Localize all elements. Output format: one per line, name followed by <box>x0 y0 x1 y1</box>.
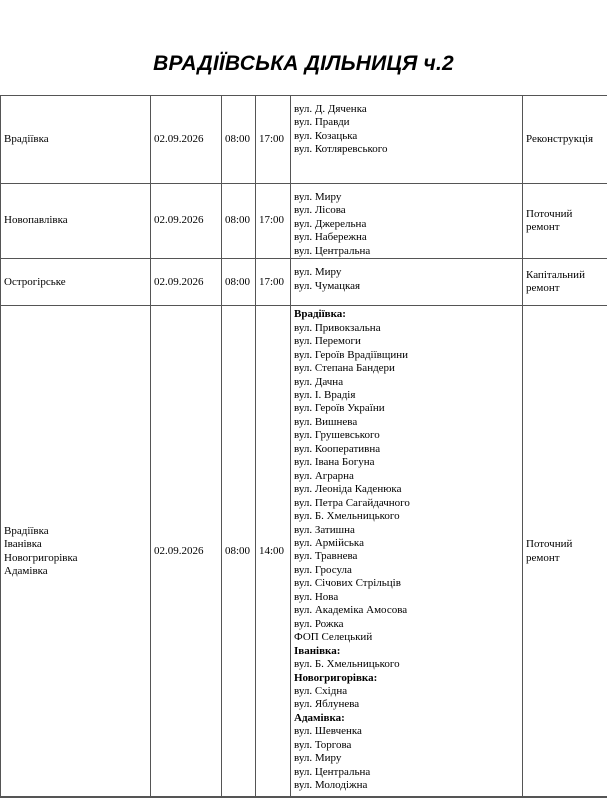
street-line: вул. Б. Хмельницького <box>294 658 519 671</box>
street-line: вул. Котляревського <box>294 143 519 156</box>
outage-schedule-table <box>0 95 607 798</box>
date-value: 02.09.2026 <box>154 133 204 145</box>
settlement-name: Новопавлівка <box>4 214 147 227</box>
street-line: Врадіївка: <box>294 308 519 321</box>
start-cell <box>222 306 256 798</box>
work-type: ремонт <box>526 221 604 234</box>
street-line: вул. І. Врадія <box>294 389 519 402</box>
street-line: вул. Шевченка <box>294 725 519 738</box>
street-line: вул. Аграрна <box>294 470 519 483</box>
street-line: вул. Степана Бандери <box>294 362 519 375</box>
work-type: Реконструкція <box>526 133 604 146</box>
street-line: вул. Миру <box>294 266 519 279</box>
work-type: ремонт <box>526 552 604 565</box>
street-line: вул. Центральна <box>294 245 519 258</box>
street-line: вул. Миру <box>294 191 519 204</box>
street-line: вул. Миру <box>294 752 519 765</box>
start-cell <box>222 259 256 306</box>
streets-cell <box>291 96 523 184</box>
end-value: 14:00 <box>259 545 284 557</box>
street-line: вул. Козацька <box>294 130 519 143</box>
date-cell <box>151 96 222 184</box>
end-value: 17:00 <box>259 214 284 226</box>
end-cell <box>256 259 291 306</box>
date-value: 02.09.2026 <box>154 214 204 226</box>
settlement-name: Врадіївка <box>4 525 147 538</box>
street-line: вул. Леоніда Каденюка <box>294 483 519 496</box>
street-line: вул. Вишнева <box>294 416 519 429</box>
start-value: 08:00 <box>225 276 250 288</box>
street-line: вул. Молодіжна <box>294 779 519 792</box>
date-cell <box>151 184 222 259</box>
street-line: вул. Івана Богуна <box>294 456 519 469</box>
table-row <box>1 184 607 259</box>
street-line: вул. Яблунева <box>294 698 519 711</box>
work-type-cell <box>523 184 607 259</box>
street-line: вул. Правди <box>294 116 519 129</box>
settlement-cell <box>1 184 151 259</box>
table-row <box>1 306 607 798</box>
street-line: вул. Героїв Врадіївщини <box>294 349 519 362</box>
street-line: ФОП Селецький <box>294 631 519 644</box>
date-value: 02.09.2026 <box>154 276 204 288</box>
work-type-cell <box>523 259 607 306</box>
date-value: 02.09.2026 <box>154 545 204 557</box>
street-line: вул. Нова <box>294 591 519 604</box>
work-type: Поточний <box>526 208 604 221</box>
street-line: вул. Привокзальна <box>294 322 519 335</box>
settlement-name: Адамівка <box>4 565 147 578</box>
street-line: вул. Б. Хмельницького <box>294 510 519 523</box>
start-cell <box>222 96 256 184</box>
table-row <box>1 259 607 306</box>
street-line: вул. Д. Дяченка <box>294 103 519 116</box>
start-value: 08:00 <box>225 133 250 145</box>
start-value: 08:00 <box>225 545 250 557</box>
street-line: вул. Набережна <box>294 231 519 244</box>
work-type: ремонт <box>526 282 604 295</box>
start-value: 08:00 <box>225 214 250 226</box>
end-value: 17:00 <box>259 133 284 145</box>
date-cell <box>151 259 222 306</box>
street-line: вул. Східна <box>294 685 519 698</box>
street-line: вул. Грушевського <box>294 429 519 442</box>
settlement-name: Врадіївка <box>4 133 147 146</box>
street-line: вул. Гросула <box>294 564 519 577</box>
settlement-cell <box>1 306 151 798</box>
street-line: вул. Армійська <box>294 537 519 550</box>
date-cell <box>151 306 222 798</box>
settlement-cell <box>1 96 151 184</box>
streets-cell <box>291 259 523 306</box>
street-line: Новогригорівка: <box>294 672 519 685</box>
settlement-cell <box>1 259 151 306</box>
street-line: вул. Джерельна <box>294 218 519 231</box>
street-line: Іванівка: <box>294 645 519 658</box>
end-value: 17:00 <box>259 276 284 288</box>
work-type-cell <box>523 96 607 184</box>
street-line: вул. Перемоги <box>294 335 519 348</box>
table-row <box>1 96 607 184</box>
streets-cell <box>291 306 523 798</box>
street-line: вул. Центральна <box>294 766 519 779</box>
street-line: вул. Лісова <box>294 204 519 217</box>
street-line: вул. Січових Стрільців <box>294 577 519 590</box>
street-line: Адамівка: <box>294 712 519 725</box>
end-cell <box>256 96 291 184</box>
settlement-name: Острогірське <box>4 276 147 289</box>
work-type: Капітальний <box>526 269 604 282</box>
start-cell <box>222 184 256 259</box>
street-line: вул. Петра Сагайдачного <box>294 497 519 510</box>
street-line: вул. Дачна <box>294 376 519 389</box>
street-line: вул. Чумацкая <box>294 280 519 293</box>
settlement-name: Новогригорівка <box>4 552 147 565</box>
work-type: Поточний <box>526 538 604 551</box>
work-type-cell <box>523 306 607 798</box>
street-line: вул. Торгова <box>294 739 519 752</box>
document-title: ВРАДІЇВСЬКА ДІЛЬНИЦЯ ч.2 <box>0 52 607 76</box>
settlement-name: Іванівка <box>4 538 147 551</box>
end-cell <box>256 184 291 259</box>
street-line: вул. Кооперативна <box>294 443 519 456</box>
street-line: вул. Рожка <box>294 618 519 631</box>
street-line: вул. Героїв України <box>294 402 519 415</box>
street-line: вул. Академіка Амосова <box>294 604 519 617</box>
street-line: вул. Затишна <box>294 524 519 537</box>
end-cell <box>256 306 291 798</box>
streets-cell <box>291 184 523 259</box>
street-line: вул. Травнева <box>294 550 519 563</box>
